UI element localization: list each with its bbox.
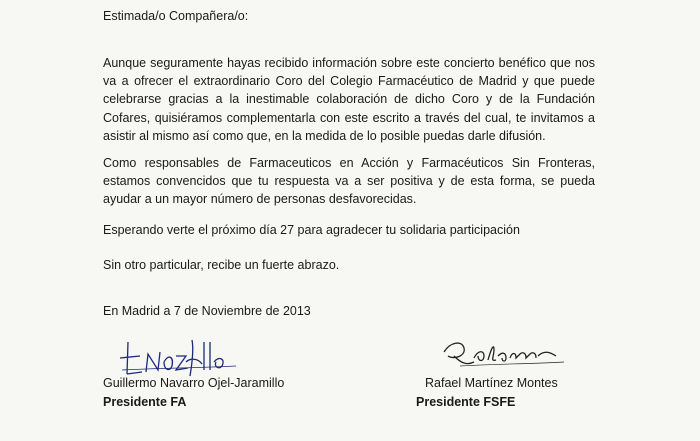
paragraph-responsables: Como responsables de Farmaceuticos en Acción y Farmacéuticos Sin Fronteras, estamos convencidos que tu respuesta va a ser positiva y de esta forma, se pueda ayudar a un mayor número de personas desfavorecidas. [103,156,595,207]
paragraph-closing: Sin otro particular, recibe un fuerte abrazo. [103,258,340,272]
paragraph-esperando: Esperando verte el próximo día 27 para agradecer tu solidaria participación [103,223,520,237]
signature-rafael-martinez [440,334,570,374]
paragraph-invitation: Aunque seguramente hayas recibido información sobre este concierto benéfico que nos va a ofrecer el extraordinario Coro del Colegio Farmacéutico de Madrid y que puede celebrarse gracias a la inestimable colaboración de dicho Coro y de la Fundación Cofares, quisiéramos complementarla con este escrito a través del cual, te invitamos a asistir al mismo así como que, en la medida de lo posible puedas darle difusión. [103,56,595,143]
place-date: En Madrid a 7 de Noviembre de 2013 [103,304,311,318]
signatory-role-1: Presidente FA [103,395,187,409]
signature-guillermo-navarro [118,336,248,380]
signatory-name-1: Guillermo Navarro Ojel-Jaramillo [103,376,285,390]
greeting: Estimada/o Compañera/o: [103,9,249,23]
signatory-role-2: Presidente FSFE [416,395,516,409]
signatory-name-2: Rafael Martínez Montes [425,376,558,390]
